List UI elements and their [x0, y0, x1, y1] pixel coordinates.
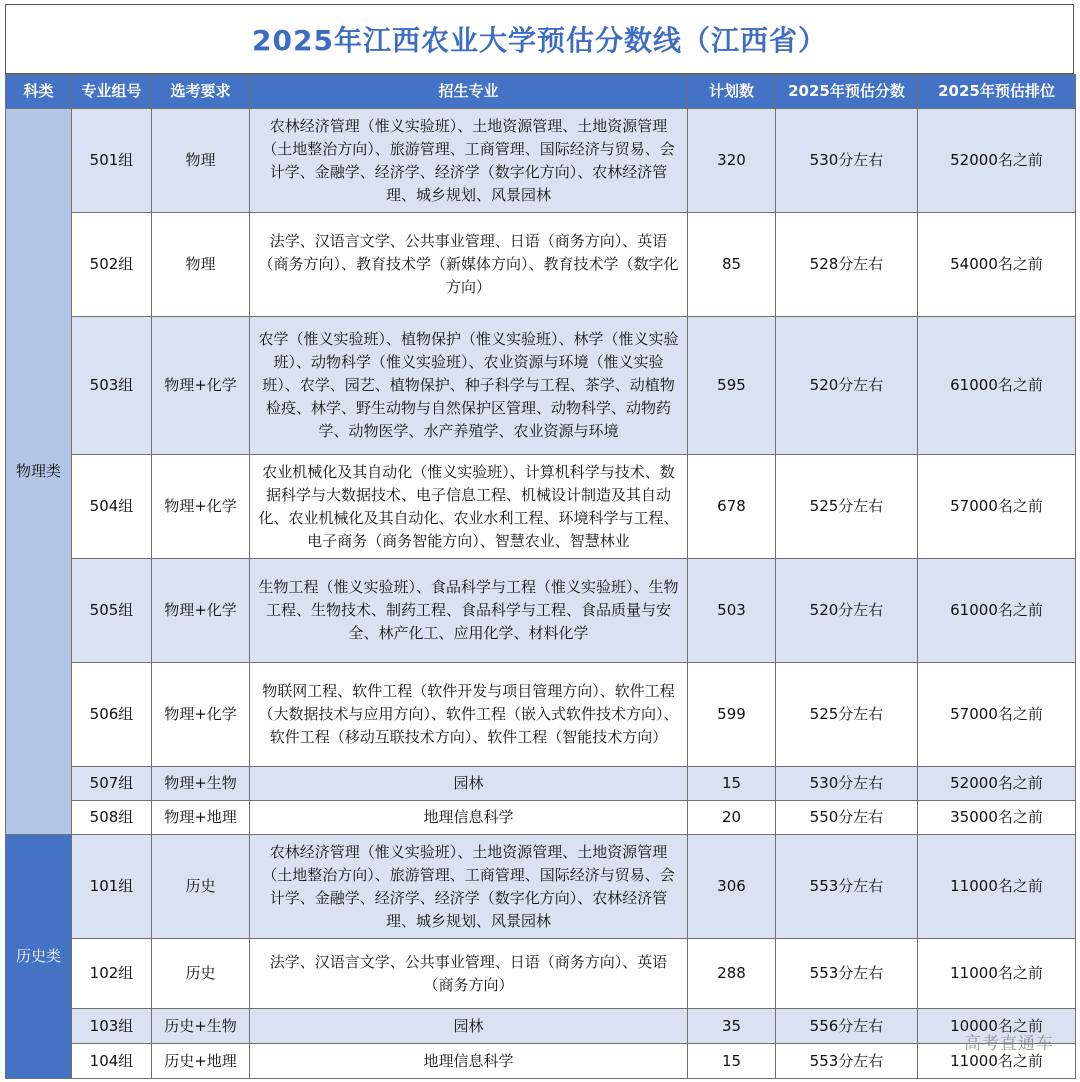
group-cell: 503组: [72, 317, 152, 455]
plan-cell: 678: [688, 455, 776, 559]
header-majors: 招生专业: [250, 75, 688, 109]
majors-cell: 园林: [250, 767, 688, 801]
requirement-cell: 物理+生物: [152, 767, 250, 801]
plan-cell: 306: [688, 835, 776, 939]
rank-cell: 61000名之前: [918, 559, 1076, 663]
score-table: [5, 74, 1076, 1079]
score-cell: 530分左右: [776, 109, 918, 213]
score-cell: 556分左右: [776, 1009, 918, 1044]
score-cell: 520分左右: [776, 317, 918, 455]
plan-cell: 15: [688, 1044, 776, 1079]
majors-cell: 农林经济管理（惟义实验班）、土地资源管理、土地资源管理（土地整治方向）、旅游管理、工商管理、国际经济与贸易、会计学、金融学、经济学、经济学（数字化方向）、农林经济管理、城乡规划、风景园林: [250, 835, 688, 939]
majors-cell: 地理信息科学: [250, 801, 688, 835]
requirement-cell: 历史: [152, 939, 250, 1009]
plan-cell: 15: [688, 767, 776, 801]
requirement-cell: 物理+化学: [152, 455, 250, 559]
plan-cell: 320: [688, 109, 776, 213]
majors-cell: 园林: [250, 1009, 688, 1044]
rank-cell: 52000名之前: [918, 767, 1076, 801]
majors-cell: 生物工程（惟义实验班）、食品科学与工程（惟义实验班）、生物工程、生物技术、制药工程、食品科学与工程、食品质量与安全、林产化工、应用化学、材料化学: [250, 559, 688, 663]
score-cell: 553分左右: [776, 835, 918, 939]
header-plan: 计划数: [688, 75, 776, 109]
table-row: [6, 767, 1076, 801]
header-score: 2025年预估分数: [776, 75, 918, 109]
score-cell: 525分左右: [776, 663, 918, 767]
table-row: [6, 455, 1076, 559]
table-row: [6, 801, 1076, 835]
rank-cell: 52000名之前: [918, 109, 1076, 213]
table-row: [6, 559, 1076, 663]
plan-cell: 599: [688, 663, 776, 767]
table-row: [6, 317, 1076, 455]
requirement-cell: 历史+地理: [152, 1044, 250, 1079]
requirement-cell: 历史: [152, 835, 250, 939]
header-row: [6, 75, 1076, 109]
header-rank: 2025年预估排位: [918, 75, 1076, 109]
header-requirement: 选考要求: [152, 75, 250, 109]
group-cell: 506组: [72, 663, 152, 767]
requirement-cell: 物理+化学: [152, 663, 250, 767]
group-cell: 102组: [72, 939, 152, 1009]
table-row: [6, 213, 1076, 317]
page-title: 2025年江西农业大学预估分数线（江西省）: [252, 24, 827, 57]
majors-cell: 农学（惟义实验班）、植物保护（惟义实验班）、林学（惟义实验班）、动物科学（惟义实验班）、农业资源与环境（惟义实验班）、农学、园艺、植物保护、种子科学与工程、茶学、动植物检疫、林学、野生动物与自然保护区管理、动物科学、动物药学、动物医学、水产养殖学、农业资源与环境: [250, 317, 688, 455]
majors-cell: 农业机械化及其自动化（惟义实验班）、计算机科学与技术、数据科学与大数据技术、电子信息工程、机械设计制造及其自动化、农业机械化及其自动化、农业水利工程、环境科学与工程、电子商务（商务智能方向）、智慧农业、智慧林业: [250, 455, 688, 559]
score-cell: 553分左右: [776, 1044, 918, 1079]
plan-cell: 595: [688, 317, 776, 455]
score-cell: 525分左右: [776, 455, 918, 559]
plan-cell: 288: [688, 939, 776, 1009]
requirement-cell: 物理: [152, 213, 250, 317]
majors-cell: 物联网工程、软件工程（软件开发与项目管理方向）、软件工程（大数据技术与应用方向）、软件工程（嵌入式软件技术方向）、软件工程（移动互联技术方向）、软件工程（智能技术方向）: [250, 663, 688, 767]
score-cell: 550分左右: [776, 801, 918, 835]
table-row: [6, 835, 1076, 939]
majors-cell: 地理信息科学: [250, 1044, 688, 1079]
plan-cell: 85: [688, 213, 776, 317]
header-category: 科类: [6, 75, 72, 109]
requirement-cell: 物理: [152, 109, 250, 213]
table-row: [6, 1044, 1076, 1079]
group-cell: 501组: [72, 109, 152, 213]
rank-cell: 61000名之前: [918, 317, 1076, 455]
requirement-cell: 物理+化学: [152, 559, 250, 663]
rank-cell: 57000名之前: [918, 455, 1076, 559]
requirement-cell: 物理+化学: [152, 317, 250, 455]
table-row: [6, 663, 1076, 767]
group-cell: 502组: [72, 213, 152, 317]
rank-cell: 57000名之前: [918, 663, 1076, 767]
score-cell: 520分左右: [776, 559, 918, 663]
group-cell: 101组: [72, 835, 152, 939]
group-cell: 103组: [72, 1009, 152, 1044]
group-cell: 507组: [72, 767, 152, 801]
group-cell: 505组: [72, 559, 152, 663]
category-physics: 物理类: [6, 109, 72, 835]
plan-cell: 20: [688, 801, 776, 835]
majors-cell: 法学、汉语言文学、公共事业管理、日语（商务方向）、英语（商务方向）、教育技术学（新媒体方向）、教育技术学（数字化方向）: [250, 213, 688, 317]
group-cell: 104组: [72, 1044, 152, 1079]
header-group: 专业组号: [72, 75, 152, 109]
majors-cell: 法学、汉语言文学、公共事业管理、日语（商务方向）、英语（商务方向）: [250, 939, 688, 1009]
plan-cell: 35: [688, 1009, 776, 1044]
table-row: [6, 1009, 1076, 1044]
group-cell: 504组: [72, 455, 152, 559]
rank-cell: 10000名之前: [918, 1009, 1076, 1044]
rank-cell: 54000名之前: [918, 213, 1076, 317]
title-box: [5, 4, 1074, 74]
rank-cell: 11000名之前: [918, 939, 1076, 1009]
watermark: 高考直通车: [964, 1034, 1054, 1054]
group-cell: 508组: [72, 801, 152, 835]
table-row: [6, 109, 1076, 213]
category-history: 历史类: [6, 835, 72, 1079]
score-cell: 553分左右: [776, 939, 918, 1009]
score-cell: 530分左右: [776, 767, 918, 801]
rank-cell: 11000名之前: [918, 835, 1076, 939]
rank-cell: 35000名之前: [918, 801, 1076, 835]
score-cell: 528分左右: [776, 213, 918, 317]
requirement-cell: 历史+生物: [152, 1009, 250, 1044]
plan-cell: 503: [688, 559, 776, 663]
requirement-cell: 物理+地理: [152, 801, 250, 835]
table-row: [6, 939, 1076, 1009]
rank-cell: 11000名之前: [918, 1044, 1076, 1079]
majors-cell: 农林经济管理（惟义实验班）、土地资源管理、土地资源管理（土地整治方向）、旅游管理、工商管理、国际经济与贸易、会计学、金融学、经济学、经济学（数字化方向）、农林经济管理、城乡规划、风景园林: [250, 109, 688, 213]
